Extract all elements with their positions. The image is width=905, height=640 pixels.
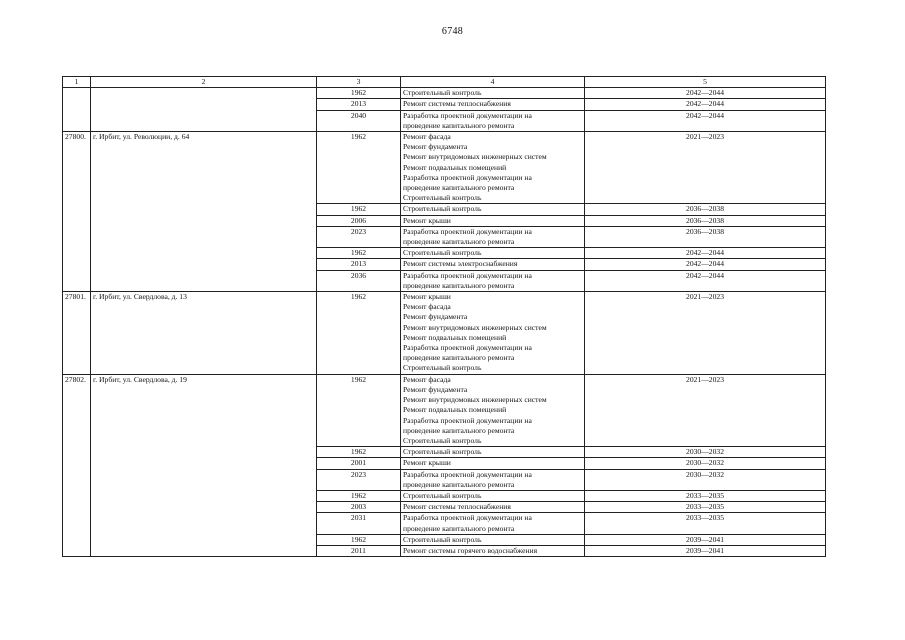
work-type-line: Строительный контроль — [403, 490, 482, 500]
work-type-line: Разработка проектной документации на — [403, 513, 532, 523]
page-number: 6748 — [441, 26, 464, 37]
commission-year: 2003 — [317, 502, 401, 513]
work-types — [401, 110, 585, 131]
work-type-line: Разработка проектной документации на — [403, 415, 532, 425]
work-type-line: Строительный контроль — [403, 363, 482, 373]
work-types — [401, 132, 585, 204]
work-type-line: Ремонт фундамента — [403, 142, 468, 152]
commission-year: 1962 — [317, 132, 401, 204]
work-type-line: Строительный контроль — [403, 447, 482, 457]
work-types — [401, 513, 585, 534]
commission-year: 2006 — [317, 215, 401, 226]
table-row — [63, 292, 826, 375]
work-types — [401, 215, 585, 226]
record-number: 27800. — [63, 132, 91, 292]
table-row — [63, 132, 826, 204]
planned-period: 2030—2032 — [585, 447, 826, 458]
work-type-line: Разработка проектной документации на — [403, 110, 532, 120]
planned-period: 2036—2038 — [585, 226, 826, 247]
work-type-line: Строительный контроль — [403, 248, 482, 258]
work-types — [401, 490, 585, 501]
commission-year: 1962 — [317, 490, 401, 501]
commission-year: 2036 — [317, 270, 401, 291]
planned-period: 2033—2035 — [585, 502, 826, 513]
work-type-line: Строительный контроль — [403, 193, 482, 203]
work-type-line: Ремонт подвальных помещений — [403, 162, 507, 172]
commission-year: 2040 — [317, 110, 401, 131]
work-type-line: Ремонт подвальных помещений — [403, 405, 507, 415]
work-type-line: Ремонт фундамента — [403, 312, 468, 322]
work-types — [401, 204, 585, 215]
commission-year: 2031 — [317, 513, 401, 534]
work-types — [401, 447, 585, 458]
work-types — [401, 259, 585, 270]
work-type-line: Разработка проектной документации на — [403, 343, 532, 353]
planned-period: 2036—2038 — [585, 215, 826, 226]
work-types — [401, 292, 585, 375]
planned-period: 2021—2023 — [585, 132, 826, 204]
commission-year: 2023 — [317, 469, 401, 490]
work-type-line: Ремонт крыши — [403, 292, 451, 302]
table-header — [63, 77, 826, 88]
work-types — [401, 226, 585, 247]
work-type-line: проведение капитального ремонта — [403, 479, 515, 489]
work-type-line: Ремонт внутридомовых инженерных систем — [403, 322, 547, 332]
commission-year: 2023 — [317, 226, 401, 247]
work-type-line: Ремонт фасада — [403, 302, 451, 312]
work-type-line: Ремонт внутридомовых инженерных систем — [403, 152, 547, 162]
work-type-line: проведение капитального ремонта — [403, 523, 515, 533]
planned-period: 2030—2032 — [585, 458, 826, 469]
record-number: 27802. — [63, 374, 91, 556]
header-col-5: 5 — [585, 77, 826, 88]
planned-period: 2033—2035 — [585, 490, 826, 501]
work-type-line: проведение капитального ремонта — [403, 120, 515, 130]
commission-year: 2013 — [317, 99, 401, 110]
work-types — [401, 99, 585, 110]
commission-year: 1962 — [317, 204, 401, 215]
work-type-line: Ремонт фасада — [403, 132, 451, 142]
work-type-line: Разработка проектной документации на — [403, 226, 532, 236]
work-types — [401, 248, 585, 259]
work-type-line: Разработка проектной документации на — [403, 270, 532, 280]
work-type-line: проведение капитального ремонта — [403, 183, 515, 193]
building-address — [91, 88, 317, 132]
work-type-line: Разработка проектной документации на — [403, 172, 532, 182]
work-types — [401, 534, 585, 545]
work-type-line: проведение капитального ремонта — [403, 280, 515, 290]
building-address: г. Ирбит, ул. Революции, д. 64 — [91, 132, 317, 292]
work-type-line: Строительный контроль — [403, 534, 482, 544]
planned-period: 2021—2023 — [585, 374, 826, 446]
work-type-line: Строительный контроль — [403, 435, 482, 445]
building-address: г. Ирбит, ул. Свердлова, д. 13 — [91, 292, 317, 375]
planned-period: 2042—2044 — [585, 110, 826, 131]
commission-year: 1962 — [317, 374, 401, 446]
work-type-line: Ремонт системы теплоснабжения — [403, 99, 511, 109]
table-body — [63, 88, 826, 557]
work-type-line: Ремонт крыши — [403, 458, 451, 468]
work-types — [401, 458, 585, 469]
work-types — [401, 270, 585, 291]
planned-period: 2039—2041 — [585, 534, 826, 545]
header-col-2: 2 — [91, 77, 317, 88]
work-type-line: Строительный контроль — [403, 88, 482, 98]
work-type-line: Ремонт крыши — [403, 215, 451, 225]
work-types — [401, 502, 585, 513]
commission-year: 1962 — [317, 88, 401, 99]
header-col-4: 4 — [401, 77, 585, 88]
header-col-3: 3 — [317, 77, 401, 88]
table-row — [63, 88, 826, 99]
work-type-line: проведение капитального ремонта — [403, 237, 515, 247]
planned-period: 2033—2035 — [585, 513, 826, 534]
planned-period: 2030—2032 — [585, 469, 826, 490]
work-type-line: Ремонт системы теплоснабжения — [403, 502, 511, 512]
planned-period: 2036—2038 — [585, 204, 826, 215]
work-type-line: Ремонт подвальных помещений — [403, 332, 507, 342]
work-type-line: Ремонт системы горячего водоснабжения — [403, 545, 538, 555]
work-type-line: проведение капитального ремонта — [403, 425, 515, 435]
commission-year: 1962 — [317, 447, 401, 458]
commission-year: 1962 — [317, 292, 401, 375]
commission-year: 2011 — [317, 545, 401, 556]
work-type-line: проведение капитального ремонта — [403, 353, 515, 363]
building-address: г. Ирбит, ул. Свердлова, д. 19 — [91, 374, 317, 556]
work-types — [401, 545, 585, 556]
record-number: 27801. — [63, 292, 91, 375]
work-type-line: Ремонт внутридомовых инженерных систем — [403, 395, 547, 405]
work-type-line: Ремонт системы электроснабжения — [403, 259, 518, 269]
planned-period: 2042—2044 — [585, 99, 826, 110]
commission-year: 2013 — [317, 259, 401, 270]
work-type-line: Ремонт фундамента — [403, 384, 468, 394]
planned-period: 2021—2023 — [585, 292, 826, 375]
work-type-line: Ремонт фасада — [403, 374, 451, 384]
header-col-1: 1 — [63, 77, 91, 88]
record-number — [63, 88, 91, 132]
commission-year: 1962 — [317, 248, 401, 259]
commission-year: 1962 — [317, 534, 401, 545]
planned-period: 2039—2041 — [585, 545, 826, 556]
commission-year: 2001 — [317, 458, 401, 469]
work-type-line: Разработка проектной документации на — [403, 469, 532, 479]
planned-period: 2042—2044 — [585, 248, 826, 259]
planned-period: 2042—2044 — [585, 88, 826, 99]
capital-repair-table — [62, 76, 826, 557]
work-type-line: Строительный контроль — [403, 204, 482, 214]
work-types — [401, 469, 585, 490]
planned-period: 2042—2044 — [585, 270, 826, 291]
table-row — [63, 374, 826, 446]
planned-period: 2042—2044 — [585, 259, 826, 270]
work-types — [401, 88, 585, 99]
work-types — [401, 374, 585, 446]
